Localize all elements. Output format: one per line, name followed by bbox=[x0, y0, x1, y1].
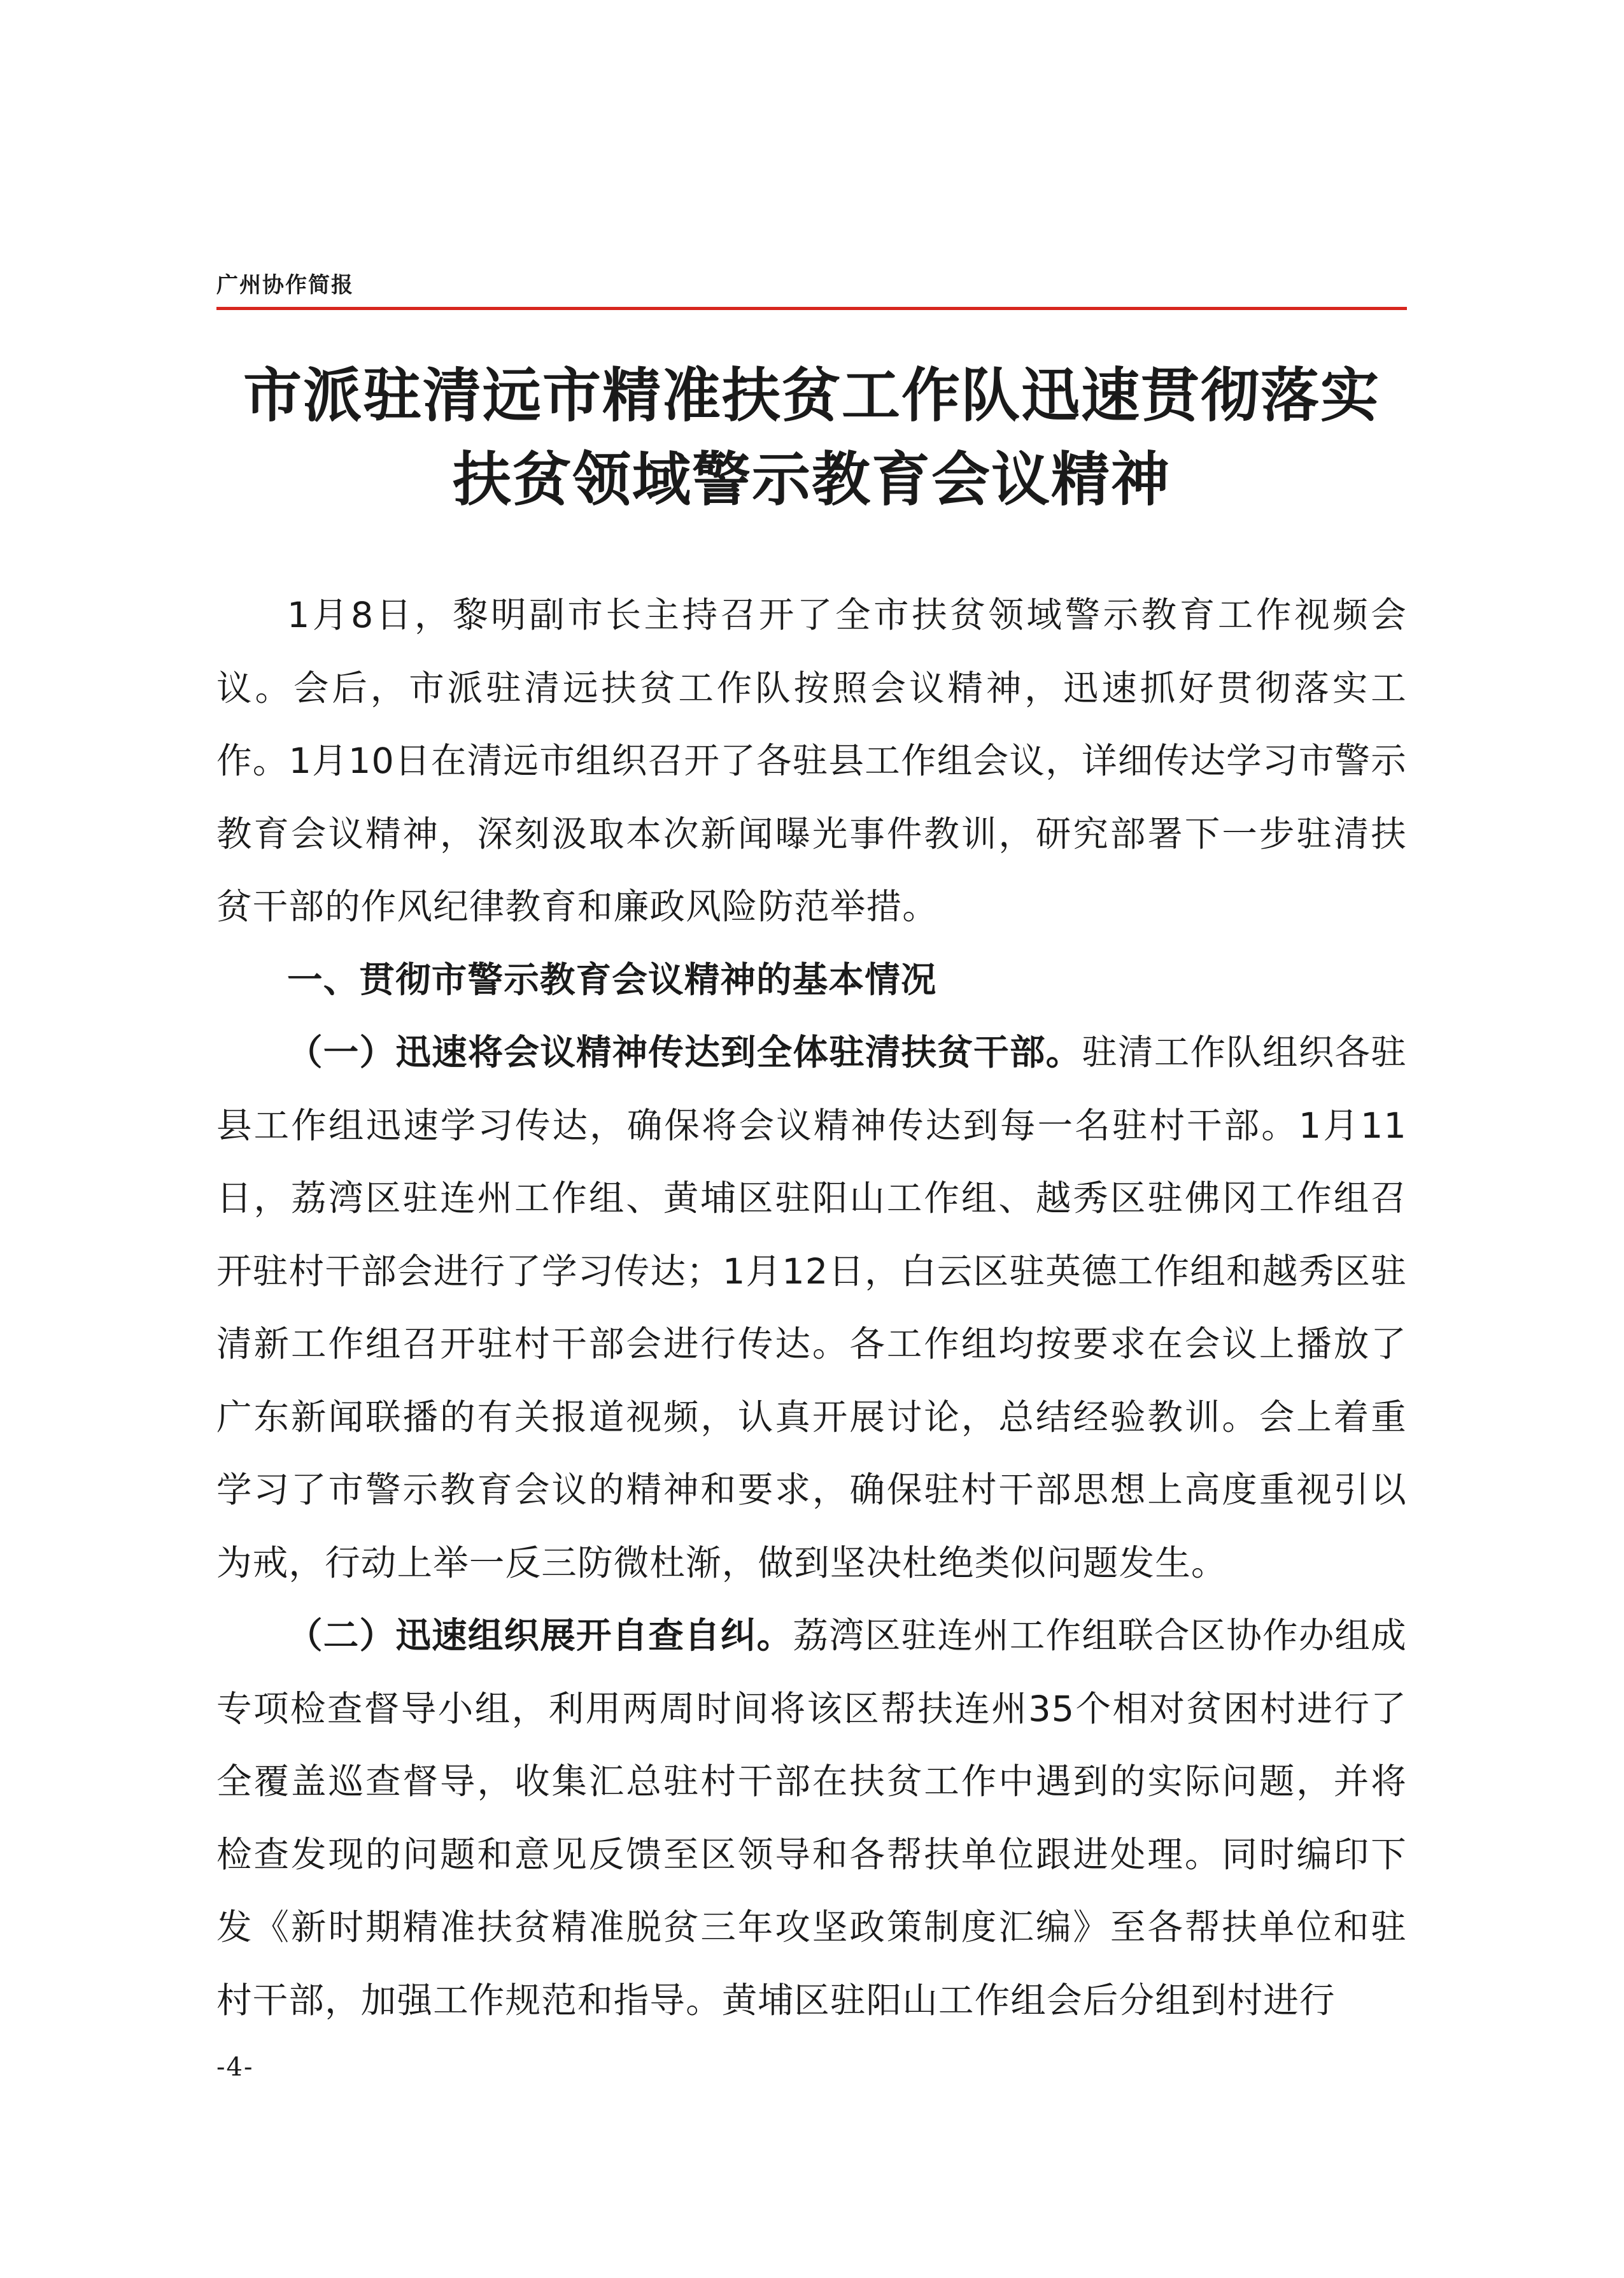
title-line-1: 市派驻清远市精准扶贫工作队迅速贯彻落实 bbox=[243, 361, 1380, 430]
subsection-body-1: 驻清工作队组织各驻县工作组迅速学习传达，确保将会议精神传达到每一名驻村干部。1月11日，荔湾区驻连州工作组、黄埔区驻阳山工作组、越秀区驻佛冈工作组召开驻村干部会进行了学习传达；1月12日，白云区驻英德工作组和越秀区驻清新工作组召开驻村干部会进行传达。各工作组均按要求在会议上播放了广东新闻联播的有关报道视频，认真开展讨论，总结经验教训。会上着重学习了市警示教育会议的精神和要求，确保驻村干部思想上高度重视引以为戒，行动上举一反三防微杜渐，做到坚决杜绝类似问题发生。 bbox=[216, 1032, 1407, 1584]
section-heading-1: 一、贯彻市警示教育会议精神的基本情况 bbox=[287, 959, 937, 1001]
header-divider bbox=[216, 307, 1407, 310]
subsection-body-2: 荔湾区驻连州工作组联合区协作办组成专项检查督导小组，利用两周时间将该区帮扶连州35个相对贫困村进行了全覆盖巡查督导，收集汇总驻村干部在扶贫工作中遇到的实际问题，并将检查发现的问题和意见反馈至区领导和各帮扶单位跟进处理。同时编印下发《新时期精准扶贫精准脱贫三年攻坚政策制度汇编》至各帮扶单位和驻村干部，加强工作规范和指导。黄埔区驻阳山工作组会后分组到村进行 bbox=[216, 1615, 1407, 2021]
paragraph-subsection-2 bbox=[216, 1600, 1407, 2037]
subsection-heading-1: （一）迅速将会议精神传达到全体驻清扶贫干部。 bbox=[287, 1032, 1082, 1073]
title-line-2: 扶贫领域警示教育会议精神 bbox=[452, 445, 1171, 514]
page-number: -4- bbox=[216, 2053, 254, 2082]
page-title bbox=[216, 353, 1407, 521]
subsection-heading-2: （二）迅速组织展开自查自纠。 bbox=[287, 1615, 793, 1657]
paragraph-subsection-1 bbox=[216, 1017, 1407, 1600]
paragraph-intro: 1月8日，黎明副市长主持召开了全市扶贫领域警示教育工作视频会议。会后，市派驻清远扶贫工作队按照会议精神，迅速抓好贯彻落实工作。1月10日在清远市组织召开了各驻县工作组会议，详细传达学习市警示教育会议精神，深刻汲取本次新闻曝光事件教训，研究部署下一步驻清扶贫干部的作风纪律教育和廉政风险防范举措。 bbox=[216, 595, 1407, 928]
publication-label: 广州协作简报 bbox=[216, 272, 354, 298]
article-body bbox=[216, 579, 1407, 2037]
